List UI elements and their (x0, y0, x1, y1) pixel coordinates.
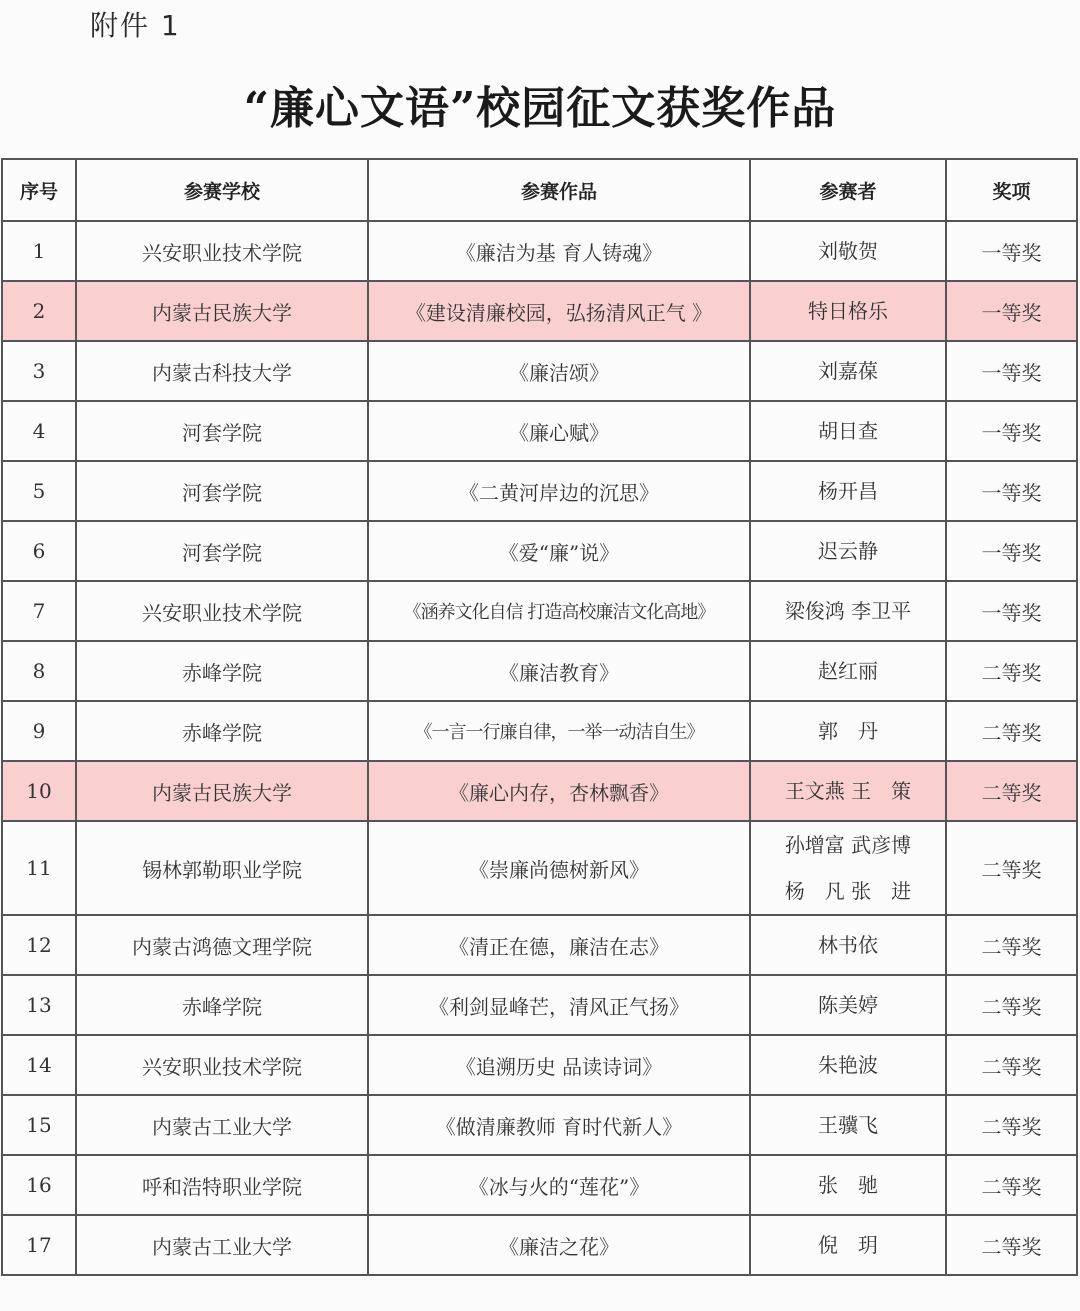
col-header-number: 序号 (2, 159, 76, 221)
table-row (2, 221, 1077, 281)
cell-number: 12 (2, 915, 76, 975)
cell-school: 兴安职业技术学院 (76, 581, 368, 641)
cell-award: 二等奖 (946, 975, 1077, 1035)
cell-work: 《冰与火的“莲花”》 (368, 1155, 750, 1215)
cell-work: 《二黄河岸边的沉思》 (368, 461, 750, 521)
cell-award: 一等奖 (946, 221, 1077, 281)
cell-award: 一等奖 (946, 581, 1077, 641)
cell-school: 兴安职业技术学院 (76, 221, 368, 281)
table-row (2, 1155, 1077, 1215)
cell-school: 河套学院 (76, 461, 368, 521)
cell-participant (750, 1095, 946, 1155)
table-row (2, 1215, 1077, 1275)
cell-school: 内蒙古工业大学 (76, 1095, 368, 1155)
table-row (2, 521, 1077, 581)
cell-school: 赤峰学院 (76, 641, 368, 701)
table-row (2, 821, 1077, 915)
participant-name: 杨 凡 张 进 (784, 879, 912, 903)
cell-participant (750, 761, 946, 821)
cell-participant (750, 915, 946, 975)
document-title: “廉心文语”校园征文获奖作品 (243, 83, 837, 134)
cell-school: 内蒙古科技大学 (76, 341, 368, 401)
cell-award: 二等奖 (946, 701, 1077, 761)
cell-award: 一等奖 (946, 461, 1077, 521)
participant-name: 倪 玥 (818, 1233, 878, 1257)
cell-number: 4 (2, 401, 76, 461)
participant-name: 杨开昌 (818, 479, 878, 503)
participant-name: 赵红丽 (818, 659, 878, 683)
table-row (2, 341, 1077, 401)
participant-name: 梁俊鸿 李卫平 (784, 599, 912, 623)
cell-participant (750, 1215, 946, 1275)
table-row (2, 641, 1077, 701)
participant-name: 陈美婷 (818, 993, 878, 1017)
cell-participant (750, 821, 946, 915)
cell-school: 赤峰学院 (76, 975, 368, 1035)
cell-work: 《涵养文化自信 打造高校廉洁文化高地》 (368, 581, 750, 641)
cell-school: 兴安职业技术学院 (76, 1035, 368, 1095)
cell-work: 《廉心赋》 (368, 401, 750, 461)
cell-number: 15 (2, 1095, 76, 1155)
cell-number: 6 (2, 521, 76, 581)
table-row (2, 281, 1077, 341)
participant-name: 林书依 (818, 933, 878, 957)
table-row (2, 461, 1077, 521)
cell-work: 《崇廉尚德树新风》 (368, 821, 750, 915)
participant-name: 朱艳波 (818, 1053, 878, 1077)
participant-name: 迟云静 (818, 539, 878, 563)
cell-participant (750, 341, 946, 401)
table-row (2, 701, 1077, 761)
cell-participant (750, 581, 946, 641)
cell-participant (750, 701, 946, 761)
table-row (2, 761, 1077, 821)
cell-work: 《建设清廉校园，弘扬清风正气 》 (368, 281, 750, 341)
cell-number: 10 (2, 761, 76, 821)
col-header-work: 参赛作品 (368, 159, 750, 221)
cell-school: 呼和浩特职业学院 (76, 1155, 368, 1215)
cell-award: 二等奖 (946, 1215, 1077, 1275)
cell-number: 5 (2, 461, 76, 521)
col-header-school: 参赛学校 (76, 159, 368, 221)
cell-award: 二等奖 (946, 1095, 1077, 1155)
participant-name: 特日格乐 (808, 299, 888, 323)
cell-participant (750, 281, 946, 341)
participant-name: 胡日查 (818, 419, 878, 443)
cell-participant (750, 221, 946, 281)
cell-award: 二等奖 (946, 915, 1077, 975)
participant-name: 王文燕 王 策 (784, 779, 912, 803)
participant-name: 张 驰 (818, 1173, 878, 1197)
cell-award: 二等奖 (946, 1035, 1077, 1095)
cell-award: 一等奖 (946, 281, 1077, 341)
cell-participant (750, 401, 946, 461)
cell-number: 13 (2, 975, 76, 1035)
cell-award: 二等奖 (946, 821, 1077, 915)
participant-name: 王骥飞 (818, 1113, 878, 1137)
cell-school: 内蒙古民族大学 (76, 281, 368, 341)
cell-number: 7 (2, 581, 76, 641)
cell-award: 二等奖 (946, 641, 1077, 701)
participant-name: 郭 丹 (818, 719, 878, 743)
table-row (2, 975, 1077, 1035)
cell-award: 一等奖 (946, 341, 1077, 401)
cell-participant (750, 1155, 946, 1215)
cell-work: 《廉心内存，杏林飘香》 (368, 761, 750, 821)
cell-work: 《清正在德，廉洁在志》 (368, 915, 750, 975)
cell-school: 赤峰学院 (76, 701, 368, 761)
cell-award: 二等奖 (946, 761, 1077, 821)
cell-work: 《廉洁教育》 (368, 641, 750, 701)
cell-number: 16 (2, 1155, 76, 1215)
cell-school: 河套学院 (76, 401, 368, 461)
cell-participant (750, 521, 946, 581)
cell-work: 《追溯历史 品读诗词》 (368, 1035, 750, 1095)
cell-award: 一等奖 (946, 401, 1077, 461)
col-header-participant: 参赛者 (750, 159, 946, 221)
cell-work: 《做清廉教师 育时代新人》 (368, 1095, 750, 1155)
participant-name: 孙增富 武彦博 (784, 833, 912, 857)
participant-name: 刘敬贺 (818, 239, 878, 263)
cell-school: 锡林郭勒职业学院 (76, 821, 368, 915)
table-row (2, 401, 1077, 461)
attachment-label: 附件 1 (90, 9, 181, 42)
cell-school: 内蒙古工业大学 (76, 1215, 368, 1275)
cell-number: 9 (2, 701, 76, 761)
header-row (2, 159, 1077, 221)
cell-work: 《廉洁颂》 (368, 341, 750, 401)
cell-participant (750, 461, 946, 521)
cell-number: 11 (2, 821, 76, 915)
cell-number: 17 (2, 1215, 76, 1275)
cell-work: 《一言一行廉自律，一举一动洁自生》 (368, 701, 750, 761)
cell-work: 《爱“廉”说》 (368, 521, 750, 581)
cell-work: 《廉洁为基 育人铸魂》 (368, 221, 750, 281)
table-row (2, 915, 1077, 975)
participant-name: 刘嘉葆 (818, 359, 878, 383)
cell-number: 2 (2, 281, 76, 341)
cell-work: 《利剑显峰芒，清风正气扬》 (368, 975, 750, 1035)
cell-work: 《廉洁之花》 (368, 1215, 750, 1275)
cell-award: 二等奖 (946, 1155, 1077, 1215)
cell-school: 内蒙古民族大学 (76, 761, 368, 821)
table-row (2, 581, 1077, 641)
cell-participant (750, 641, 946, 701)
cell-number: 3 (2, 341, 76, 401)
cell-number: 1 (2, 221, 76, 281)
cell-school: 河套学院 (76, 521, 368, 581)
cell-award: 一等奖 (946, 521, 1077, 581)
cell-number: 14 (2, 1035, 76, 1095)
table-body (2, 221, 1077, 1275)
col-header-award: 奖项 (946, 159, 1077, 221)
awards-table (1, 158, 1078, 1276)
table-row (2, 1035, 1077, 1095)
cell-participant (750, 1035, 946, 1095)
table-header (2, 159, 1077, 221)
table-row (2, 1095, 1077, 1155)
cell-school: 内蒙古鸿德文理学院 (76, 915, 368, 975)
cell-number: 8 (2, 641, 76, 701)
cell-participant (750, 975, 946, 1035)
